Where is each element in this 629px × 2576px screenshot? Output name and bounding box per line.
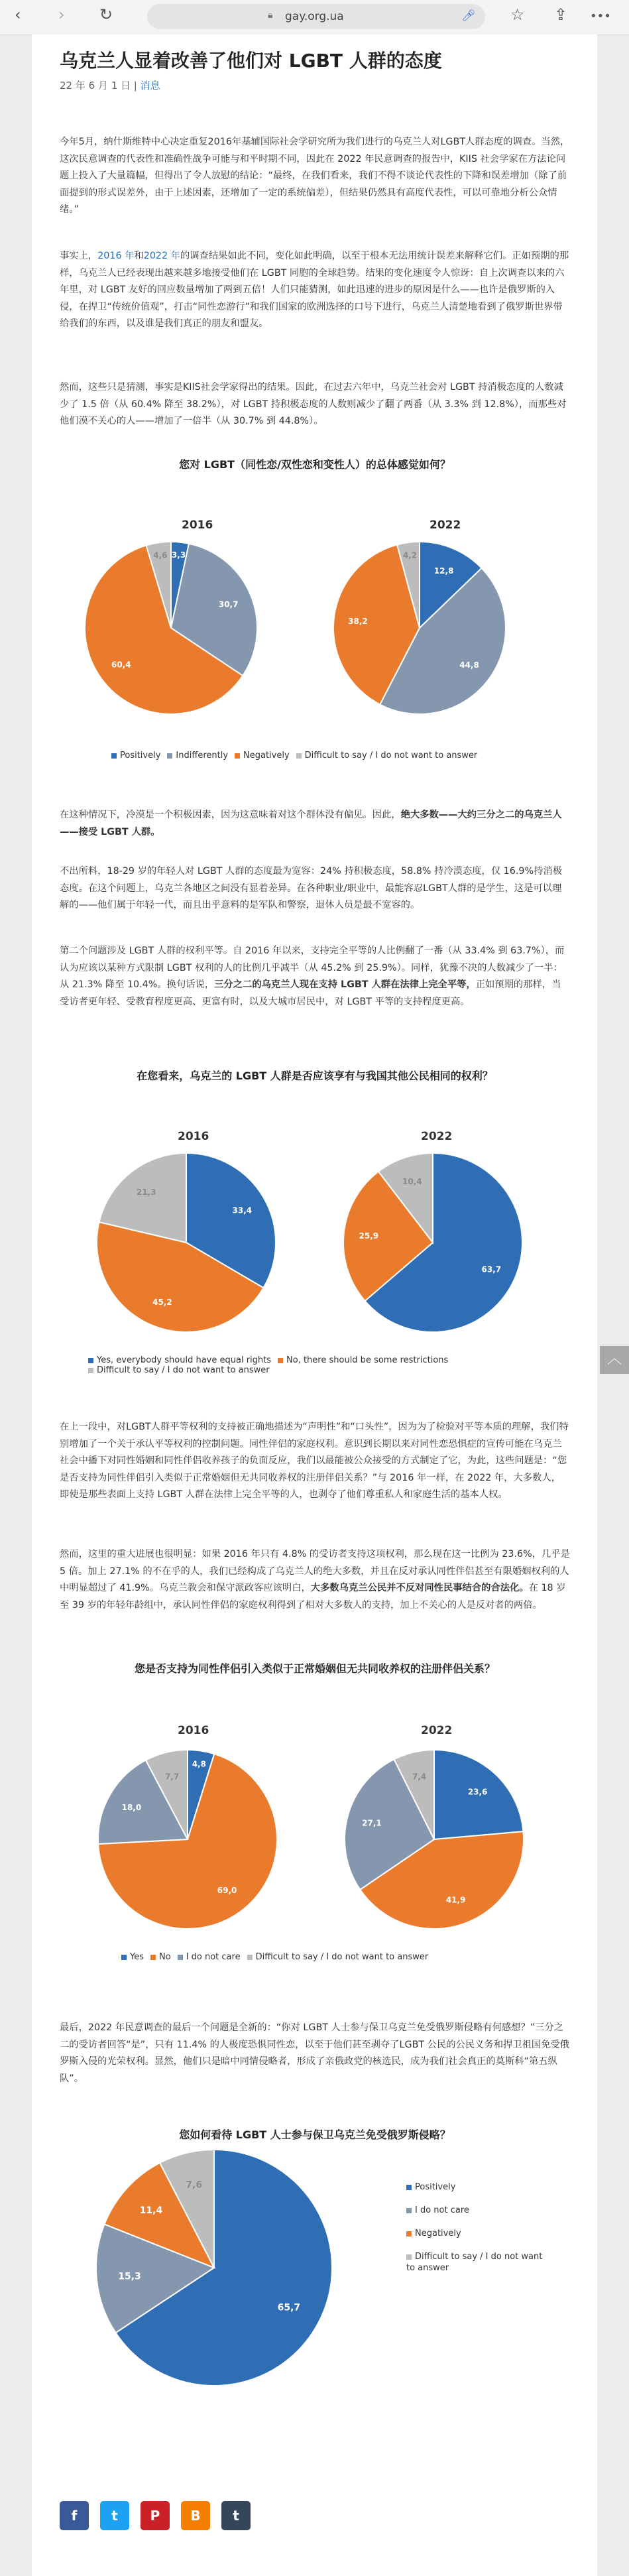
legend-swatch [88, 1368, 93, 1373]
pie-value-label: 4,8 [192, 1759, 206, 1769]
pie-value-label: 44,8 [459, 660, 479, 670]
paragraph-4: 在这种情况下，冷漠是一个积极因素，因为这意味着对这个群体没有偏见。因此，绝大多数——大约三分之二的乌克兰人——接受 LGBT 人群。 [60, 810, 562, 837]
browser-toolbar [0, 0, 629, 35]
legend-item [167, 751, 228, 761]
chart-1-title: 您对 LGBT（同性恋/双性恋和变性人）的总体感觉如何？ [179, 458, 451, 471]
chart-1-legend [111, 751, 484, 761]
pie-value-label: 7,7 [164, 1772, 180, 1782]
category-link[interactable]: 消息 [140, 80, 160, 92]
legend-item [406, 2205, 545, 2216]
legend-label: Difficult to say / I do not want to answer [255, 1952, 429, 1962]
pie-value-label: 3,3 [171, 550, 186, 560]
pie-value-label: 18,0 [121, 1803, 142, 1813]
legend-swatch [247, 1955, 253, 1960]
legend-label: I do not care [186, 1952, 241, 1962]
pie-value-label: 23,6 [467, 1787, 488, 1797]
address-bar[interactable] [147, 4, 485, 29]
pie-value-label: 69,0 [217, 1885, 237, 1895]
legend-item [150, 1952, 171, 1962]
legend-swatch [278, 1358, 283, 1363]
paragraph-3: 然而，这些只是猜测，事实是KIIS社会学家得出的结果。因此，在过去六年中，乌克兰社会对 LGBT 持消极态度的人数减少了 1.5 倍（从 60.4% 降至 38.2%），对 LGBT 持积极态度的人数则减少了翻了两番（从 3.3% 到 12.8%），而那些对他们漠不关心的人——增加了一倍半（从 30.7% 到 44.8%）。 [60, 382, 567, 426]
legend-item [278, 1355, 448, 1365]
legend-item [247, 1952, 429, 1962]
paragraph-6: 第二个问题涉及 LGBT 人群的权利平等。自 2016 年以来，支持完全平等的人比例翻了一番（从 33.4% 到 63.7%），而认为应该以某种方式限制 LGBT 权利的人的比例几乎减半（从 45.2% 到 25.9%）。同样，犹豫不决的人数减少了一半：从 21.3% 降至 10.4%。换句话说，三分之二的乌克兰人现在支持 LGBT 人群在法律上完全平等，正如预期的那样，当受访者更年轻、受教育程度更高、更富有时，以及大城市居民中，对 LGBT 平等的支持程度更高。 [60, 946, 565, 1007]
pie-value-label: 30,7 [218, 599, 239, 609]
legend-swatch [121, 1955, 127, 1960]
paragraph-1: 今年5月，纳什斯维特中心决定重复2016年基辅国际社会学研究所为我们进行的乌克兰人对LGBT人群态度的调查。当然，这次民意调查的代表性和准确性战争可能与和平时期不同，因此在 2022 年民意调查的报告中，KIIS 社会学家在方法论问题上投入了大量篇幅，但得出了令人放慰的结论：“最终，在我们看来，我们不得不谈论代表性的下降和误差增加（除了前面提到的形式误差外，由于上述因素，还增加了一定的系统偏差），但结果仍然具有高度代表性，可以可靠地分析公众情绪。” [60, 137, 570, 215]
legend-swatch [406, 2208, 412, 2213]
reload-icon[interactable]: ↻ [99, 5, 113, 24]
legend-label: Positively [415, 2182, 456, 2192]
chart-2-title: 在您看来，乌克兰的 LGBT 人群是否应该享有与我国其他公民相同的权利？ [137, 1070, 493, 1082]
lock-icon: 🔒︎ [268, 10, 273, 21]
legend-item [121, 1952, 144, 1962]
share-pinterest-button[interactable]: P [141, 2501, 170, 2530]
legend-label: I do not care [415, 2205, 469, 2215]
legend-swatch [406, 2185, 412, 2190]
legend-item [88, 1355, 271, 1365]
microphone-icon[interactable]: 🎤︎ [461, 9, 476, 23]
legend-label: Difficult to say / I do not want to answer [406, 2252, 543, 2273]
pie-value-label: 25,9 [359, 1231, 379, 1241]
legend-swatch [296, 753, 302, 759]
legend-label: Negatively [415, 2229, 461, 2239]
legend-item [406, 2181, 545, 2193]
legend-item [111, 751, 160, 761]
chart-3-legend [121, 1952, 519, 1962]
share-twitter-button[interactable]: t [100, 2501, 129, 2530]
chart-2-legend [88, 1355, 545, 1375]
paragraph-9: 最后，2022 年民意调查的最后一个问题是全新的：“你对 LGBT 人士参与保卫乌克兰免受俄罗斯侵略有何感想？”三分之二的受访者回答“是”，只有 11.4% 的人极度恐惧同性恋，以至于他们甚至剥夺了LGBT 公民的公民义务和捍卫祖国免受俄罗斯入侵的光荣权利。显然，他们只是暗中同情侵略者，形成了亲俄政党的核选民，成为我们社会真正的莫斯科“第五纵队”。 [60, 2022, 570, 2084]
pie-value-label: 60,4 [111, 660, 131, 670]
legend-item [406, 2251, 545, 2274]
chart-3-year-2016: 2016 [178, 1724, 209, 1737]
menu-icon[interactable]: ••• [590, 9, 611, 23]
chart-3-year-2022: 2022 [421, 1724, 453, 1737]
share-blogger-button[interactable]: B [181, 2501, 210, 2530]
legend-label: Yes, everybody should have equal rights [97, 1355, 272, 1365]
pie-value-label: 7,6 [186, 2179, 203, 2191]
paragraph-7: 在上一段中，对LGBT人群平等权利的支持被正确地描述为“声明性”和“口头性”，因为为了检验对平等本质的理解，我们特别增加了一个关于承认平等权利的控制问题。同性伴侣的家庭权利。意识到长期以来对同性恋恐惧症的宣传可能在乌克兰社会中播下对同性婚姻和同性伴侣收养孩子的负面反应，我们以最能被公众接受的方式制定了它，为此，这些问题是：“您是否支持为同性伴侣引入类似于正常婚姻但无共同收养权的注册伴侣关系？”与 2016 年一样，在 2022 年，大多数人，即使是那些表面上支持 LGBT 人群在法律上完全平等的人，也剥夺了他们尊重私人和家庭生活的基本人权。 [60, 1422, 569, 1500]
legend-item [406, 2228, 545, 2239]
pie-value-label: 12,8 [433, 566, 454, 576]
pie-value-label: 15,3 [118, 2271, 141, 2282]
url-text: gay.org.ua [285, 10, 344, 23]
article-title: 乌克兰人显着改善了他们对 LGBT 人群的态度 [60, 50, 442, 72]
article-meta [60, 78, 160, 92]
pie-value-label: 45,2 [152, 1298, 172, 1308]
legend-label: No [159, 1952, 171, 1962]
back-icon[interactable]: ‹ [15, 5, 21, 24]
legend-label: Indifferently [176, 751, 229, 761]
chart-4-title: 您如何看待 LGBT 人士参与保卫乌克兰免受俄罗斯侵略？ [179, 2128, 451, 2141]
legend-label: Yes [130, 1952, 144, 1962]
legend-item [296, 751, 478, 761]
pie-value-label: 10,4 [402, 1176, 422, 1186]
legend-swatch [111, 753, 117, 759]
chart-1-year-2022: 2022 [429, 519, 461, 532]
chart-1-year-2016: 2016 [182, 519, 213, 532]
share-buttons [60, 2501, 262, 2530]
link-2022[interactable]: 2022 年 [143, 251, 180, 261]
paragraph-2: 事实上，2016 年和2022 年的调查结果如此不同，变化如此明确，以至于根本无法用统计误差来解释它们。正如预期的那样，乌克兰人已经表现出越来越多地接受他们在 LGBT 同胞的全球趋势。结果的变化速度令人惊讶：自上次调查以来的六年里，对 LGBT 友好的回应数量增加了两到五倍！人们只能猜测，如此迅速的进步的原因是什么——也许是俄罗斯的入侵，在捍卫“传统价值观”，打击“同性恋游行”和我们国家的欧洲选择的口号下进行，乌克兰人清楚地看到了俄罗斯世界带给我们的东西，以及谁是我们真正的朋友和盟友。 [60, 251, 569, 329]
pie-value-label: 21,3 [136, 1187, 156, 1197]
pie-value-label: 27,1 [362, 1818, 382, 1828]
chart-2-year-2016: 2016 [178, 1130, 209, 1143]
legend-item [88, 1365, 270, 1375]
paragraph-5: 不出所料，18-29 岁的年轻人对 LGBT 人群的态度最为宽容：24% 持积极态度，58.8% 持冷漠态度，仅 16.9%持消极态度。在这个问题上，乌克兰各地区之间没有显着差异。在各种职业/职业中，最能容忍LGBT人群的是学生，这是可以理解的——他们属于年轻一代，而且出乎意料的是军队和警察，退休人员是最不宽容的。 [60, 866, 562, 910]
pie-value-label: 63,7 [481, 1264, 502, 1274]
chart-3-title: 您是否支持为同性伴侣引入类似于正常婚姻但无共同收养权的注册伴侣关系？ [134, 1662, 495, 1675]
legend-label: No, there should be some restrictions [286, 1355, 449, 1365]
legend-swatch [150, 1955, 156, 1960]
pie-value-label: 41,9 [445, 1895, 466, 1905]
share-facebook-button[interactable]: f [60, 2501, 89, 2530]
pie-value-label: 7,4 [412, 1772, 427, 1782]
pie-value-label: 4,6 [153, 550, 168, 560]
pie-value-label: 33,4 [232, 1205, 253, 1215]
legend-swatch [406, 2231, 412, 2237]
legend-label: Negatively [243, 751, 290, 761]
article-date: 22 年 6 月 1 日 | [60, 80, 137, 92]
share-tumblr-button[interactable]: t [221, 2501, 251, 2530]
legend-swatch [167, 753, 172, 759]
scroll-to-top-button[interactable]: ︿ [600, 1346, 629, 1374]
legend-swatch [178, 1955, 183, 1960]
pie-value-label: 38,2 [348, 617, 368, 627]
chart-4-legend [406, 2181, 545, 2286]
pie-value-label: 65,7 [277, 2302, 301, 2313]
chart-2-year-2022: 2022 [421, 1130, 453, 1143]
legend-swatch [235, 753, 240, 759]
legend-swatch [406, 2254, 412, 2260]
link-2016[interactable]: 2016 年 [97, 251, 135, 261]
pie-value-label: 11,4 [139, 2205, 163, 2217]
paragraph-8: 然而，这里的重大进展也很明显：如果 2016 年只有 4.8% 的受访者支持这项权利，那么现在这一比例为 23.6%，几乎是 5 倍。加上 27.1% 的不在乎的人，我们已经构成了乌克兰人的绝大多数，并且在反对承认同性伴侣甚至有限婚姻权利的人中明显超过了 41.9%。乌克兰教会和保守派政客应该明白，大多数乌克兰公民并不反对同性民事结合的合法化。在 18 岁至 39 岁的年轻年龄组中，承认同性伴侣的家庭权利得到了相对大多数人的支持，加上不关心的人是反对者的两倍。 [60, 1549, 570, 1611]
legend-item [178, 1952, 241, 1962]
legend-label: Positively [120, 751, 161, 761]
legend-label: Difficult to say / I do not want to answer [304, 751, 478, 761]
legend-item [235, 751, 290, 761]
legend-label: Difficult to say / I do not want to answer [97, 1365, 270, 1375]
share-icon[interactable]: ⇪ [554, 5, 568, 24]
forward-icon[interactable]: › [58, 5, 65, 24]
article-page [32, 34, 597, 2576]
bookmark-icon[interactable]: ☆ [510, 5, 525, 24]
legend-swatch [88, 1358, 93, 1363]
pie-value-label: 4,2 [402, 550, 418, 560]
